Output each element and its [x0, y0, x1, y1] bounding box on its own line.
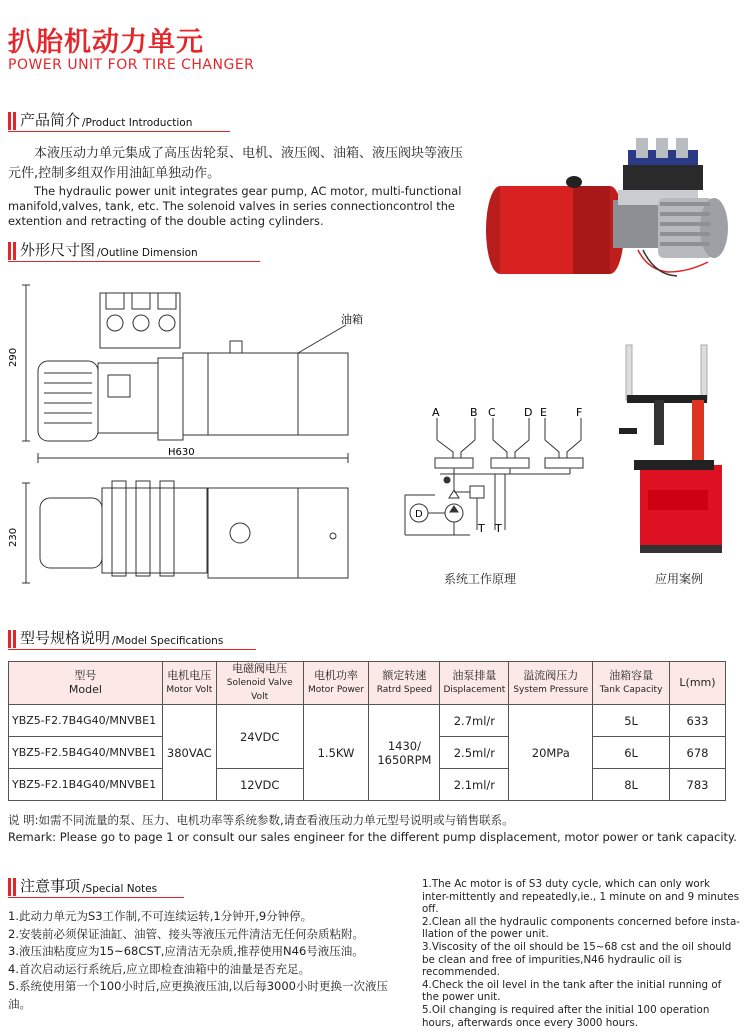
- cell-displacement: 2.7ml/r: [440, 705, 509, 737]
- cell-displacement: 2.5ml/r: [440, 737, 509, 769]
- list-item: 1.The Ac motor is of S3 duty cycle, which can only work inter-mittently and repeatedly,ie., 1 minute on and 9 minutes off.: [422, 878, 740, 916]
- section-header-outline: 外形尺寸图 /Outline Dimension: [8, 238, 198, 260]
- list-item: 4.首次启动运行系统后,应立即检查油箱中的油量是否充足。: [8, 961, 311, 976]
- cell-rated-speed: 1430/ 1650RPM: [369, 705, 440, 801]
- list-item: 1.此动力单元为S3工作制,不可连续运转,1分钟开,9分钟停。: [8, 909, 313, 923]
- port-label-e: E: [540, 406, 547, 419]
- header-rated-speed: 额定转速 Ratrd Speed: [369, 662, 440, 705]
- height-dimension-label: 290: [8, 347, 19, 367]
- application-caption: 应用案例: [655, 572, 704, 586]
- cell-motor-power: 1.5KW: [303, 705, 369, 801]
- header-length: L(mm): [670, 662, 726, 705]
- notes-list-en: [422, 878, 740, 1029]
- motor-symbol-label: D: [415, 509, 423, 520]
- port-label-c: C: [488, 406, 496, 419]
- header-displacement: 油泵排量 Displacement: [440, 662, 509, 705]
- cell-model: YBZ5-F2.1B4G40/MNVBE1: [9, 769, 163, 801]
- section-marker-icon: [8, 112, 18, 130]
- cell-pressure: 20MPa: [509, 705, 593, 801]
- section-header-notes: 注意事项 /Special Notes: [8, 874, 157, 896]
- cell-tank: 6L: [593, 737, 670, 769]
- list-item: 2.Clean all the hydraulic components concerned before insta-llation of the power unit.: [422, 915, 740, 941]
- spec-table: [8, 661, 726, 801]
- list-item: 3.Viscosity of the oil should be 15~68 cst and the oil should be clean and free of impurities,N46 hydraulic oil is recommended.: [422, 940, 732, 979]
- intro-text-cn: 本液压动力单元集成了高压齿轮泵、电机、液压阀、油箱、液压阀块等液压元件,控制多组双作用油缸单独动作。: [8, 146, 464, 181]
- intro-text-en: The hydraulic power unit integrates gear pump, AC motor, multi-functional manifold,valves, tank, etc. The solenoid valves in series connectioncontrol the extention and retracting of the double acting cylinders.: [8, 184, 462, 228]
- cell-tank: 8L: [593, 769, 670, 801]
- section-header-intro: 产品简介 /Product Introduction: [8, 108, 192, 130]
- table-header-row: [9, 662, 726, 705]
- list-item: 5.Oil changing is required after the initial 100 operation hours, afterwards once every 3000 hours.: [422, 1003, 710, 1029]
- page-title: 扒胎机动力单元: [8, 27, 204, 58]
- outline-dimension-drawing: [8, 283, 363, 603]
- cell-model: YBZ5-F2.5B4G40/MNVBE1: [9, 737, 163, 769]
- header-model: 型号 Model: [9, 662, 163, 705]
- list-item: 4.Check the oil level in the tank after the initial running of the power unit.: [422, 978, 722, 1004]
- page-subtitle: POWER UNIT FOR TIRE CHANGER: [8, 57, 255, 73]
- port-label-d: D: [524, 406, 533, 419]
- cell-tank: 5L: [593, 705, 670, 737]
- tank-callout-label: 油箱: [341, 313, 363, 326]
- port-label-b: B: [470, 406, 478, 419]
- hydraulic-schematic: [395, 400, 595, 570]
- notes-list-cn: [8, 908, 408, 1013]
- remark-text-cn: 说 明:如需不同流量的泵、压力、电机功率等系统参数,请查看液压动力单元型号说明或与销售联系。: [8, 813, 514, 827]
- list-item: 5.系统使用第一个100小时后,应更换液压油,以后每3000小时更换一次液压油。: [8, 979, 388, 1011]
- header-motor-power: 电机功率 Motor Power: [303, 662, 369, 705]
- cell-valve-volt: 12VDC: [216, 769, 303, 801]
- tank-port-label: T: [495, 522, 502, 535]
- port-label-f: F: [576, 406, 583, 419]
- table-row: [9, 705, 726, 737]
- list-item: 3.液压油粘度应为15~68CST,应清洁无杂质,推荐使用N46号液压油。: [8, 944, 364, 958]
- cell-valve-volt: 24VDC: [216, 705, 303, 769]
- width-dimension-label: 230: [8, 527, 19, 547]
- section-marker-icon: [8, 242, 18, 260]
- power-unit-photo: [478, 130, 740, 285]
- cell-displacement: 2.1ml/r: [440, 769, 509, 801]
- remark-text-en: Remark: Please go to page 1 or consult our sales engineer for the different pump displacement, motor power or tank capacity.: [8, 830, 737, 844]
- header-pressure: 溢流阀压力 System Pressure: [509, 662, 593, 705]
- section-header-model: 型号规格说明 /Model Specifications: [8, 626, 223, 648]
- tire-changer-photo: [604, 340, 734, 565]
- section-marker-icon: [8, 878, 18, 896]
- schematic-caption: 系统工作原理: [444, 572, 517, 586]
- header-valve-volt: 电磁阀电压 Solenoid Valve Volt: [216, 662, 303, 705]
- header-tank: 油箱容量 Tank Capacity: [593, 662, 670, 705]
- tank-port-label: T: [478, 522, 485, 535]
- cell-length: 678: [670, 737, 726, 769]
- section-marker-icon: [8, 630, 18, 648]
- cell-model: YBZ5-F2.7B4G40/MNVBE1: [9, 705, 163, 737]
- cell-motor-volt: 380VAC: [162, 705, 216, 801]
- length-dimension-label: H630: [168, 447, 195, 458]
- cell-length: 783: [670, 769, 726, 801]
- header-motor-volt: 电机电压 Motor Volt: [162, 662, 216, 705]
- list-item: 2.安装前必须保证油缸、油管、接头等液压元件清洁无任何杂质粘附。: [8, 926, 364, 941]
- port-label-a: A: [432, 406, 440, 419]
- cell-length: 633: [670, 705, 726, 737]
